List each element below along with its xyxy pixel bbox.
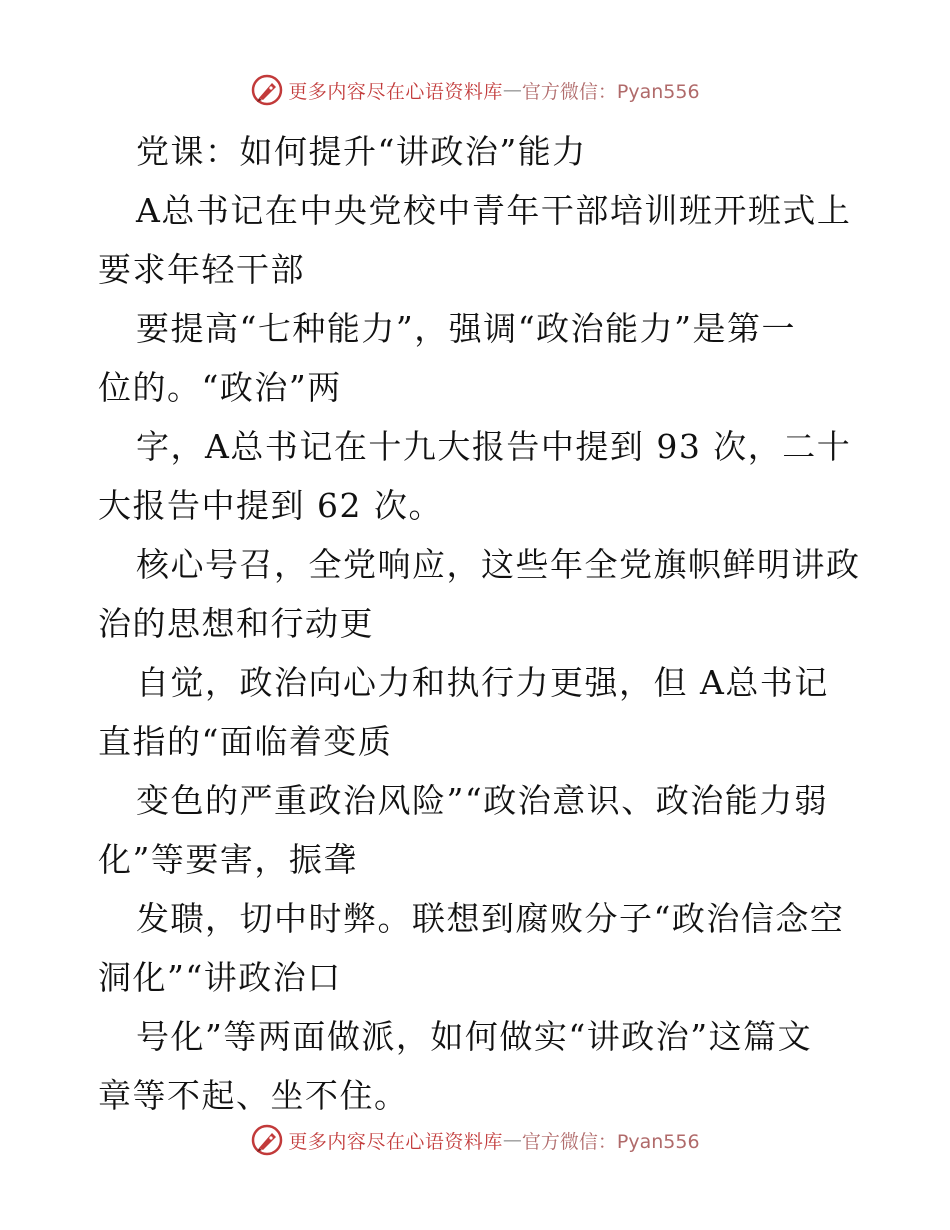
- banner-text: 更多内容尽在心语资料库: [288, 80, 503, 103]
- paragraph-line: 化”等要害，振聋: [98, 840, 358, 879]
- paragraph-line: 大报告中提到 62 次。: [98, 486, 443, 525]
- paragraph-line: 治的思想和行动更: [98, 604, 374, 643]
- paragraph-line: 自觉，政治向心力和执行力更强，但 A总书记: [136, 663, 829, 702]
- paragraph-line: 号化”等两面做派，如何做实“讲政治”这篇文: [136, 1017, 813, 1056]
- banner-wechat: 官方微信：Pyan556: [521, 80, 700, 103]
- paragraph-line: 字，A总书记在十九大报告中提到 93 次，二十: [136, 427, 852, 466]
- document-title: 党课：如何提升“讲政治”能力: [136, 132, 587, 171]
- paragraph-line: 核心号召，全党响应，这些年全党旗帜鲜明讲政: [136, 545, 861, 584]
- banner-separator: —: [502, 79, 522, 101]
- paragraph-line: 要提高“七种能力”，强调“政治能力”是第一: [136, 309, 796, 348]
- paragraph-line: 位的。“政治”两: [98, 368, 342, 407]
- pen-nib-logo-icon: [250, 1123, 284, 1157]
- banner-wechat: 官方微信：Pyan556: [521, 1130, 700, 1153]
- paragraph-line: A总书记在中央党校中青年干部培训班开班式上: [136, 191, 852, 230]
- document-body: [98, 122, 868, 1125]
- paragraph-line: 章等不起、坐不住。: [98, 1076, 409, 1115]
- banner-separator: —: [502, 1129, 522, 1151]
- paragraph-line: 洞化”“讲政治口: [98, 958, 342, 997]
- footer-watermark-banner: [0, 1120, 950, 1160]
- banner-text: 更多内容尽在心语资料库: [288, 1130, 503, 1153]
- paragraph-line: 变色的严重政治风险”“政治意识、政治能力弱: [136, 781, 829, 820]
- header-watermark-banner: [0, 70, 950, 110]
- paragraph-line: 要求年轻干部: [98, 250, 305, 289]
- paragraph-line: 直指的“面临着变质: [98, 722, 393, 761]
- paragraph-line: 发聩，切中时弊。联想到腐败分子“政治信念空: [136, 899, 845, 938]
- pen-nib-logo-icon: [250, 73, 284, 107]
